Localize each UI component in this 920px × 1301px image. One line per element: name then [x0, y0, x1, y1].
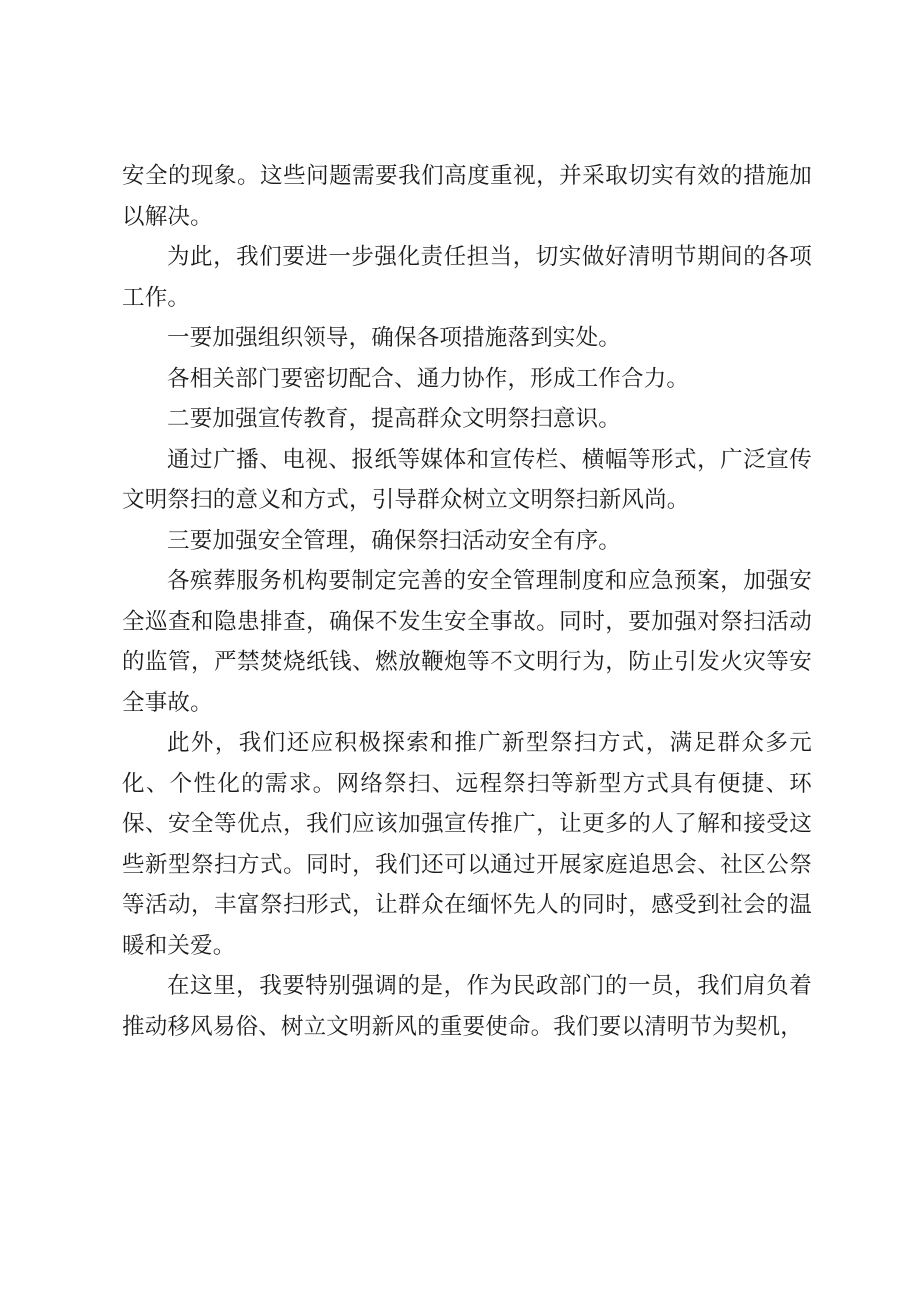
document-body [122, 156, 812, 1047]
paragraph-3: 一要加强组织领导，确保各项措施落到实处。 [167, 325, 622, 351]
paragraph-4: 各相关部门要密切配合、通力协作，形成工作合力。 [167, 365, 690, 392]
paragraph-2: 为此，我们要进一步强化责任担当，切实做好清明节期间的各项工作。 [122, 244, 812, 311]
paragraph-8: 各殡葬服务机构要制定完善的安全管理制度和应急预案，加强安全巡查和隐患排查，确保不发生安全事故。同时，要加强对祭扫活动的监管，严禁焚烧纸钱、燃放鞭炮等不文明行为，防止引发火灾等安全事故。 [122, 568, 812, 716]
paragraph-10: 在这里，我要特别强调的是，作为民政部门的一员，我们肩负着推动移风易俗、树立文明新风的重要使命。我们要以清明节为契机， [122, 973, 812, 1040]
paragraph-6: 通过广播、电视、报纸等媒体和宣传栏、横幅等形式，广泛宣传文明祭扫的意义和方式，引导群众树立文明祭扫新风尚。 [122, 446, 812, 513]
paragraph-1: 安全的现象。这些问题需要我们高度重视，并采取切实有效的措施加以解决。 [122, 163, 812, 230]
paragraph-5: 二要加强宣传教育，提高群众文明祭扫意识。 [167, 406, 622, 432]
paragraph-7: 三要加强安全管理，确保祭扫活动安全有序。 [167, 527, 622, 554]
paragraph-9: 此外，我们还应积极探索和推广新型祭扫方式，满足群众多元化、个性化的需求。网络祭扫、远程祭扫等新型方式具有便捷、环保、安全等优点，我们应该加强宣传推广，让更多的人了解和接受这些新型祭扫方式。同时，我们还可以通过开展家庭追思会、社区公祭等活动，丰富祭扫形式，让群众在缅怀先人的同时，感受到社会的温暖和关爱。 [122, 730, 812, 959]
